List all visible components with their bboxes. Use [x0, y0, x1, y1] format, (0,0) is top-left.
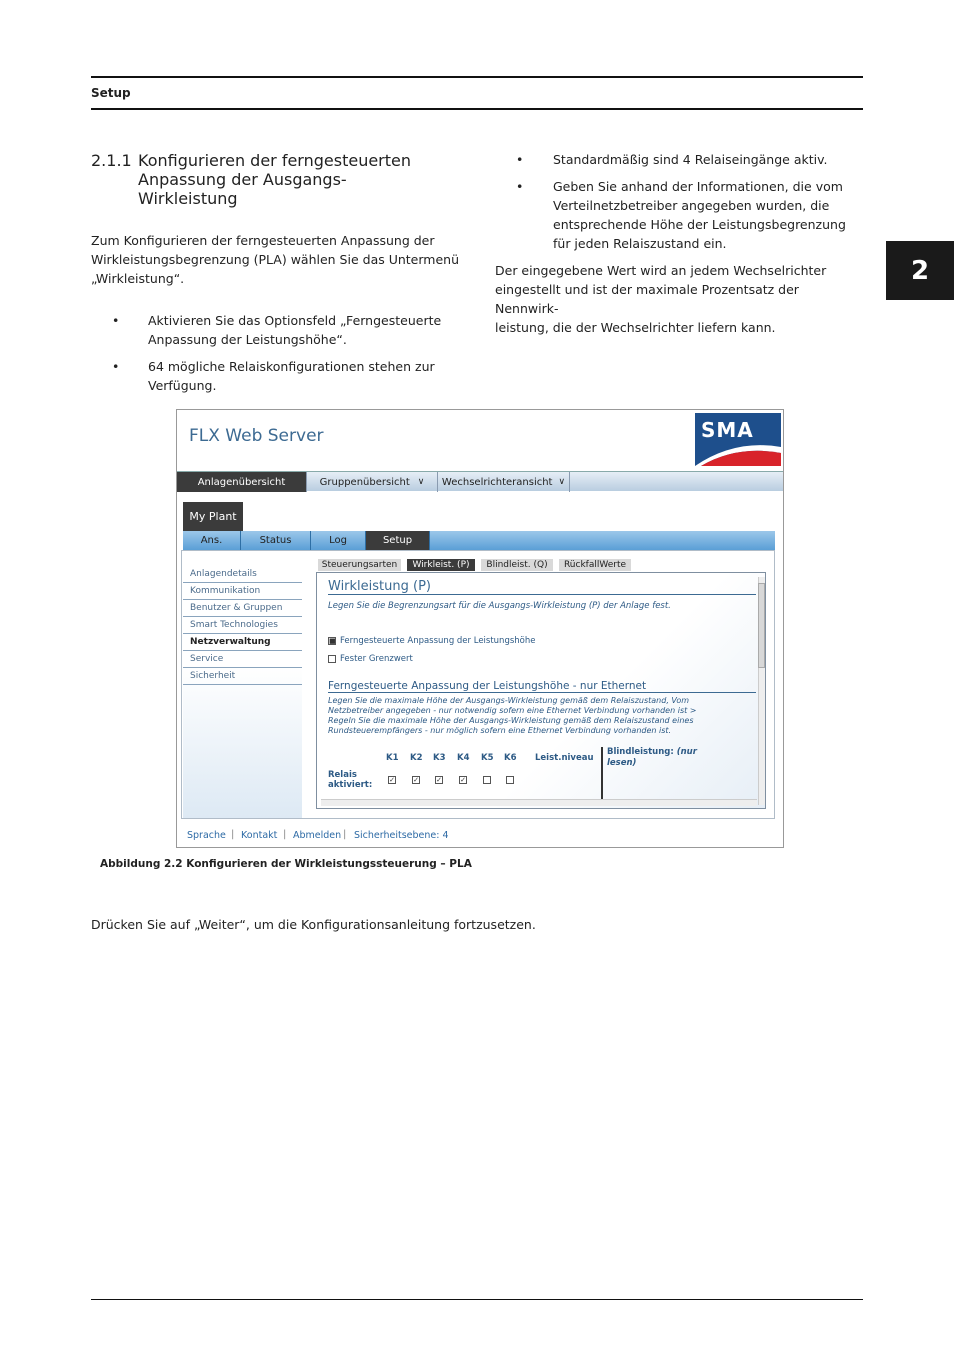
sidebar-item-netzverwaltung[interactable]: Netzverwaltung	[183, 634, 302, 651]
option-remote-adjust[interactable]	[328, 636, 535, 646]
k-header: K6	[504, 753, 517, 763]
footer-separator: |	[343, 829, 347, 840]
text-line: „Wirkleistung“.	[91, 271, 185, 286]
intro-paragraph	[91, 231, 471, 288]
subnav-setup[interactable]: Setup	[366, 531, 430, 550]
tab-rueckfallwerte[interactable]: RückfallWerte	[559, 559, 631, 571]
text-line: Verteilnetzbetreiber angegeben wurden, die	[553, 198, 830, 213]
sidebar-item-service[interactable]: Service	[183, 651, 302, 668]
text-line: Anpassung der Leistungshöhe“.	[148, 332, 347, 347]
tab-blindleistung[interactable]: Blindleist. (Q)	[481, 559, 553, 571]
scrollbar-thumb[interactable]	[758, 583, 765, 668]
section-number: 2.1.1	[91, 151, 132, 170]
closing-paragraph: Drücken Sie auf „Weiter“, um die Konfigurationsanleitung fortzusetzen.	[91, 917, 536, 932]
option-fixed-limit[interactable]	[328, 654, 413, 664]
text-line: Geben Sie anhand der Informationen, die vom	[553, 179, 843, 194]
remote-section-title: Ferngesteuerte Anpassung der Leistungshöhe - nur Ethernet	[328, 680, 756, 693]
relay-checkbox-checked[interactable]: ✓	[413, 776, 419, 784]
blindleistung-header	[607, 747, 697, 769]
nav-wechselrichteransicht[interactable]	[438, 472, 570, 492]
k-header: K1	[386, 753, 399, 763]
nav-label: Anlagenübersicht	[197, 476, 286, 488]
text-line: Der eingegebene Wert wird an jedem Wechselrichter	[495, 263, 827, 278]
logo-swoosh-icon	[695, 437, 781, 466]
bullet-dot: •	[112, 359, 120, 374]
chevron-down-icon: ∨	[558, 477, 566, 487]
sidebar-item-smart-technologies[interactable]: Smart Technologies	[183, 617, 302, 634]
figure-caption: Abbildung 2.2 Konfigurieren der Wirkleistungssteuerung – PLA	[100, 858, 472, 870]
footer-link-sprache[interactable]: Sprache	[187, 830, 226, 841]
text-line: 64 mögliche Relaiskonfigurationen stehen zur	[148, 359, 435, 374]
text-line: leistung, die der Wechselrichter liefern kann.	[495, 320, 776, 335]
bullet-enter-values	[553, 177, 863, 253]
my-plant-tab[interactable]: My Plant	[183, 502, 243, 531]
tab-wirkleistung[interactable]: Wirkleist. (P)	[407, 559, 475, 571]
text-line: Wirkleistungsbegrenzung (PLA) wählen Sie das Untermenü	[91, 252, 460, 267]
running-header: Setup	[91, 86, 131, 100]
sidebar-item-anlagendetails[interactable]: Anlagendetails	[183, 566, 302, 583]
k-header: K2	[410, 753, 423, 763]
footer-separator: |	[283, 829, 287, 840]
option-label: Fester Grenzwert	[340, 654, 413, 664]
bullet-dot: •	[516, 152, 524, 167]
wirkleistung-panel	[316, 572, 766, 809]
text-line: entsprechende Höhe der Leistungsbegrenzung	[553, 217, 846, 232]
leistungsniveau-header: Leist.niveau	[535, 753, 594, 763]
nav-anlagenuebersicht[interactable]	[177, 472, 307, 492]
column-divider	[601, 747, 603, 805]
desc-line: Regeln Sie die maximale Höhe der Ausgangs-Wirkleistung gemäß dem Relaiszustand eines	[328, 716, 694, 725]
desc-line: Netzbetreiber angegeben - nur notwendig sofern eine Ethernet Verbindung vorhanden ist >	[328, 706, 697, 715]
relay-checkbox-checked[interactable]: ✓	[389, 776, 395, 784]
panel-subtitle: Legen Sie die Begrenzungsart für die Ausgangs-Wirkleistung (P) der Anlage fest.	[328, 601, 671, 611]
app-title: FLX Web Server	[189, 426, 324, 446]
bullet-default-relays: Standardmäßig sind 4 Relaiseingänge aktiv.	[553, 152, 828, 167]
sma-logo	[695, 413, 781, 466]
relay-checkbox-checked[interactable]: ✓	[436, 776, 442, 784]
footer-link-abmelden[interactable]: Abmelden	[293, 830, 342, 841]
horizontal-scrollbar[interactable]	[321, 799, 757, 806]
relais-activated-label	[328, 770, 372, 790]
bullet-dot: •	[516, 179, 524, 194]
section-title	[138, 151, 438, 208]
chevron-down-icon: ∨	[417, 477, 425, 487]
sidebar-item-kommunikation[interactable]: Kommunikation	[183, 583, 302, 600]
radio-checked-icon[interactable]: ■	[329, 637, 336, 645]
text-line: eingestellt und ist der maximale Prozentsatz der Nennwirk-	[495, 282, 799, 316]
bullet-activate-option	[148, 311, 448, 349]
bullet-dot: •	[112, 313, 120, 328]
section-title-line: Wirkleistung	[138, 189, 238, 208]
panel-title: Wirkleistung (P)	[328, 579, 756, 595]
sub-navigation	[183, 531, 775, 550]
k-header: K3	[433, 753, 446, 763]
text-line: Aktivieren Sie das Optionsfeld „Ferngesteuerte	[148, 313, 442, 328]
text-line: Verfügung.	[148, 378, 217, 393]
footer-security-level: Sicherheitsebene: 4	[354, 830, 449, 841]
setup-sidebar	[183, 566, 302, 818]
sidebar-item-benutzer[interactable]: Benutzer & Gruppen	[183, 600, 302, 617]
relay-checkbox-checked[interactable]: ✓	[460, 776, 466, 784]
header-part: lesen)	[607, 758, 637, 768]
option-label: Ferngesteuerte Anpassung der Leistungshöhe	[340, 636, 536, 646]
screenshot-footer	[177, 825, 783, 847]
relay-checkbox-unchecked[interactable]	[506, 776, 514, 784]
header-top-rule	[91, 76, 863, 78]
bullet-relay-configs	[148, 357, 448, 395]
text-line: Zum Konfigurieren der ferngesteuerten Anpassung der	[91, 233, 435, 248]
radio-unchecked-icon[interactable]	[328, 655, 336, 663]
desc-line: Legen Sie die maximale Höhe der Ausgangs-Wirkleistung gemäß dem Relaiszustand, Vom	[328, 696, 690, 705]
nav-label: Gruppenübersicht	[319, 476, 410, 488]
remote-section-description	[328, 696, 738, 736]
text-line: für jeden Relaiszustand ein.	[553, 236, 727, 251]
subnav-ans[interactable]: Ans.	[183, 531, 241, 550]
header-part: Blindleistung:	[607, 747, 674, 757]
section-title-line: Anpassung der Ausgangs-	[138, 170, 347, 189]
label-line: aktiviert:	[328, 780, 373, 790]
section-title-line: Konfigurieren der ferngesteuerten	[138, 151, 412, 170]
subnav-log[interactable]: Log	[311, 531, 366, 550]
footer-link-kontakt[interactable]: Kontakt	[241, 830, 278, 841]
k-header: K4	[457, 753, 470, 763]
sidebar-item-sicherheit[interactable]: Sicherheit	[183, 668, 302, 685]
top-navigation	[177, 471, 783, 491]
subnav-status[interactable]: Status	[241, 531, 311, 550]
tab-steuerungsarten[interactable]: Steuerungsarten	[318, 559, 401, 571]
chapter-tab: 2	[886, 241, 954, 300]
header-part: (nur	[676, 747, 697, 757]
nav-gruppenuebersicht[interactable]	[307, 472, 438, 492]
footer-rule	[91, 1299, 863, 1300]
web-server-screenshot	[176, 409, 784, 848]
desc-line: Rundsteuerempfängers - nur möglich sofern eine Ethernet Verbindung vorhanden ist.	[328, 726, 672, 735]
nav-label: Wechselrichteransicht	[441, 476, 553, 488]
relay-checkbox-unchecked[interactable]	[483, 776, 491, 784]
footer-separator: |	[231, 829, 235, 840]
header-bottom-rule	[91, 108, 863, 110]
k-header: K5	[481, 753, 494, 763]
logo-text: SMA	[701, 418, 754, 442]
value-paragraph	[495, 261, 865, 337]
label-line: Relais	[328, 770, 357, 780]
